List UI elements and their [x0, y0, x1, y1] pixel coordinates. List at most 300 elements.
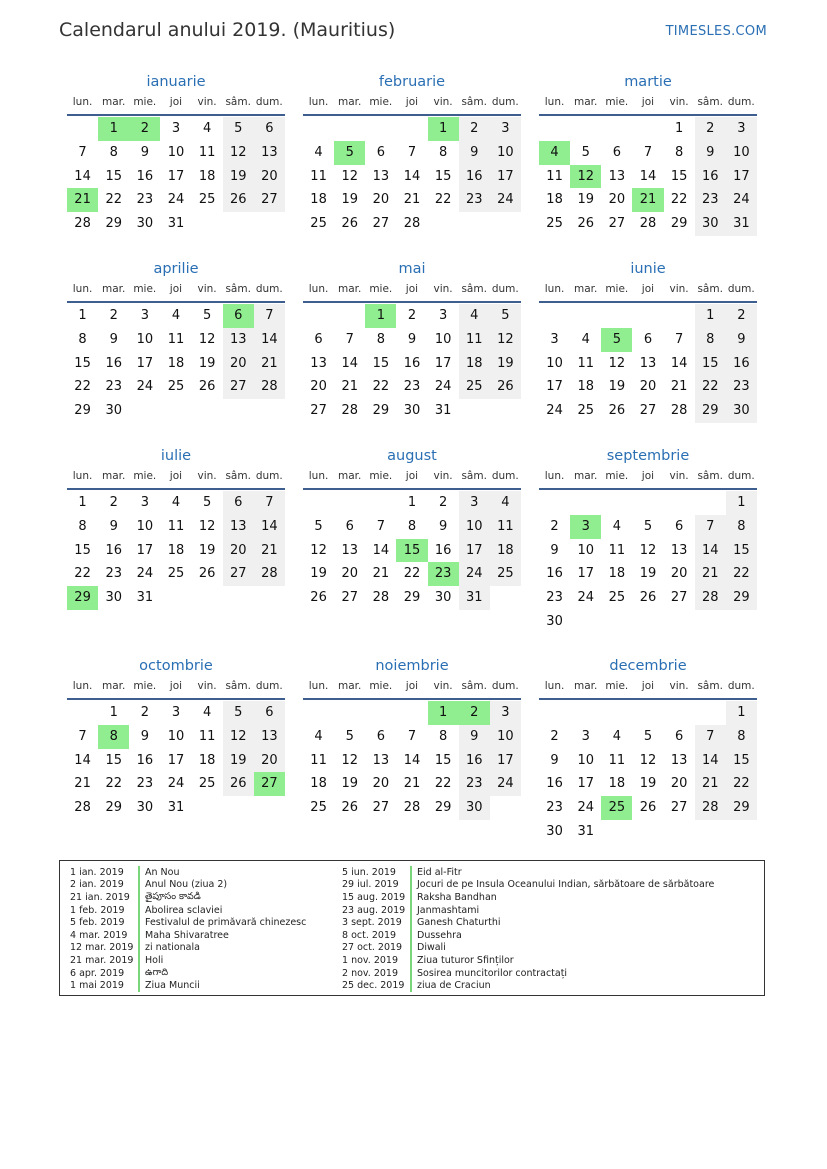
- day-cell: 12: [341, 752, 358, 768]
- legend-column-left: [70, 866, 306, 992]
- empty-cell: [539, 304, 570, 328]
- weekday-label: lun.: [544, 470, 565, 482]
- legend-holiday-name: Maha Shivaratree: [145, 929, 229, 941]
- day-cell: 11: [608, 542, 626, 558]
- day-cell: 11: [198, 728, 216, 744]
- day-cell: 28: [254, 562, 285, 586]
- legend-date: 21 mar. 2019: [70, 954, 134, 966]
- month-name: februarie: [378, 74, 446, 90]
- day-cell: 16: [105, 542, 122, 558]
- day-cell: 8: [726, 725, 757, 749]
- day-cell: 4: [612, 518, 621, 534]
- day-cell: 21: [695, 562, 726, 586]
- legend-holiday-name: Janmashtami: [417, 904, 480, 916]
- weekday-header: [539, 280, 757, 303]
- day-cell: 31: [459, 586, 490, 610]
- day-cell: 15: [74, 355, 91, 371]
- day-cell: 11: [167, 518, 185, 534]
- day-cell: 17: [167, 168, 185, 184]
- day-cell: 3: [726, 117, 757, 141]
- empty-cell: [303, 491, 334, 515]
- day-cell: 29: [105, 800, 122, 816]
- day-cell: 9: [438, 518, 448, 534]
- weekday-header: [67, 677, 285, 700]
- day-cell: 15: [434, 752, 452, 768]
- day-cell: 14: [695, 539, 726, 563]
- legend-holiday-name: Raksha Bandhan: [417, 891, 497, 903]
- day-cell: 25: [577, 403, 594, 419]
- empty-cell: [632, 701, 663, 725]
- weekday-label: mar.: [338, 680, 362, 692]
- weekday-header: [539, 467, 757, 490]
- month-octombrie: [67, 655, 285, 820]
- day-cell: 19: [608, 379, 626, 395]
- day-cell: 6: [674, 728, 684, 744]
- day-cell: 31: [577, 823, 594, 839]
- day-cell: 26: [639, 590, 657, 606]
- weekday-header: [303, 280, 521, 303]
- day-cell: 29: [403, 590, 421, 606]
- legend-row: [342, 904, 714, 917]
- day-cell: 20: [372, 192, 390, 208]
- day-cell: 6: [643, 331, 653, 347]
- weekday-label: sâm.: [225, 470, 251, 482]
- day-cell: 20: [254, 749, 285, 773]
- day-cell: 12: [223, 141, 254, 165]
- day-cell: 23: [136, 776, 154, 792]
- holiday-day-cell: 21: [632, 188, 663, 212]
- weekday-label: joi: [641, 283, 655, 295]
- day-cell: 13: [372, 168, 390, 184]
- day-cell: 16: [434, 542, 452, 558]
- legend-row: [342, 879, 714, 892]
- legend-holiday-name: Sosirea muncitorilor contractați: [417, 967, 568, 979]
- day-cell: 24: [136, 566, 154, 582]
- day-cell: 24: [136, 379, 154, 395]
- month-aprilie: [67, 258, 285, 423]
- weekday-header: [539, 93, 757, 116]
- empty-cell: [664, 304, 695, 328]
- empty-cell: [303, 117, 334, 141]
- holiday-color-marker: [410, 916, 412, 929]
- holiday-color-marker: [138, 866, 140, 879]
- month-name: decembrie: [609, 658, 687, 674]
- empty-cell: [695, 491, 726, 515]
- day-cell: 10: [136, 331, 154, 347]
- day-cell: 14: [254, 515, 285, 539]
- weekday-label: vin.: [669, 283, 689, 295]
- day-cell: 22: [726, 772, 757, 796]
- day-cell: 31: [434, 403, 452, 419]
- legend-date: 21 ian. 2019: [70, 891, 130, 903]
- day-cell: 4: [612, 728, 621, 744]
- legend-date: 5 iun. 2019: [342, 866, 396, 878]
- weekday-label: joi: [641, 96, 655, 108]
- legend-row: [70, 942, 306, 955]
- day-cell: 17: [136, 355, 154, 371]
- empty-cell: [632, 304, 663, 328]
- empty-cell: [67, 117, 98, 141]
- day-cell: 3: [171, 705, 181, 720]
- legend-holiday-name: Ganesh Chaturthi: [417, 917, 501, 929]
- month-name: iulie: [160, 448, 192, 464]
- day-cell: 15: [74, 542, 91, 558]
- legend-row: [342, 942, 714, 955]
- holiday-day-cell: 21: [67, 188, 98, 212]
- day-cell: 20: [639, 379, 657, 395]
- day-cell: 5: [223, 701, 254, 725]
- day-cell: 7: [345, 331, 354, 347]
- weekday-label: sâm.: [461, 283, 487, 295]
- legend-date: 15 aug. 2019: [342, 891, 406, 903]
- day-cell: 22: [695, 375, 726, 399]
- day-cell: 18: [608, 566, 626, 582]
- day-cell: 4: [314, 728, 323, 744]
- day-cell: 10: [490, 141, 521, 165]
- empty-cell: [695, 701, 726, 725]
- day-cell: 30: [434, 590, 452, 606]
- day-cell: 12: [310, 542, 327, 558]
- day-cell: 24: [167, 192, 185, 208]
- legend-date: 8 oct. 2019: [342, 929, 397, 941]
- day-cell: 19: [341, 776, 358, 792]
- day-cell: 27: [341, 590, 358, 606]
- weekday-label: vin.: [433, 283, 453, 295]
- day-cell: 7: [254, 304, 285, 328]
- day-cell: 19: [223, 165, 254, 189]
- month-name: mai: [398, 261, 426, 277]
- weekday-label: lun.: [72, 680, 93, 692]
- day-cell: 25: [198, 776, 216, 792]
- day-cell: 8: [109, 144, 118, 160]
- day-cell: 1: [695, 304, 726, 328]
- day-cell: 25: [490, 562, 521, 586]
- day-cell: 7: [254, 491, 285, 515]
- day-cell: 11: [310, 168, 327, 184]
- weekday-label: mie.: [605, 283, 629, 295]
- holiday-color-marker: [410, 891, 412, 904]
- weekday-label: lun.: [72, 96, 93, 108]
- legend-row: [342, 979, 714, 992]
- legend-holiday-name: Ziua tuturor Sfinților: [417, 954, 514, 966]
- day-cell: 30: [546, 823, 563, 839]
- day-cell: 9: [140, 144, 149, 160]
- weekday-label: mar.: [338, 283, 362, 295]
- day-cell: 23: [546, 800, 563, 816]
- legend-holiday-name: Holi: [145, 954, 164, 966]
- weekday-label: sâm.: [697, 680, 723, 692]
- month-name: noiembrie: [375, 658, 449, 674]
- legend-holiday-name: ziua de Craciun: [417, 980, 491, 992]
- day-cell: 23: [105, 379, 122, 395]
- legend-date: 27 oct. 2019: [342, 942, 403, 954]
- day-cell: 6: [674, 518, 684, 534]
- day-cell: 16: [459, 749, 490, 773]
- legend-holiday-name: Abolirea sclaviei: [145, 904, 223, 916]
- day-cell: 1: [674, 121, 684, 136]
- month-decembrie: [539, 655, 757, 844]
- day-cell: 23: [136, 192, 154, 208]
- day-cell: 25: [198, 192, 216, 208]
- holiday-color-marker: [138, 904, 140, 917]
- day-cell: 28: [74, 800, 91, 816]
- legend-holiday-name: Diwali: [417, 942, 446, 954]
- holiday-color-marker: [138, 967, 140, 980]
- weekday-label: joi: [169, 96, 183, 108]
- day-cell: 26: [341, 800, 358, 816]
- weekday-header: [539, 677, 757, 700]
- weekday-label: joi: [405, 470, 419, 482]
- weekday-label: vin.: [197, 470, 217, 482]
- weekday-label: lun.: [544, 283, 565, 295]
- day-cell: 18: [490, 539, 521, 563]
- day-cell: 15: [105, 752, 122, 768]
- legend-date: 4 mar. 2019: [70, 929, 128, 941]
- day-cell: 26: [223, 772, 254, 796]
- month-mai: [303, 258, 521, 423]
- day-cell: 1: [78, 308, 87, 323]
- brand-link[interactable]: TIMESLES.COM: [665, 24, 767, 39]
- day-cell: 2: [407, 308, 417, 323]
- weekday-label: sâm.: [461, 96, 487, 108]
- legend-date: 1 feb. 2019: [70, 904, 125, 916]
- day-cell: 27: [223, 375, 254, 399]
- day-cell: 20: [223, 352, 254, 376]
- day-cell: 16: [136, 168, 154, 184]
- weekday-label: mie.: [605, 96, 629, 108]
- day-cell: 30: [726, 399, 757, 423]
- day-cell: 3: [490, 117, 521, 141]
- day-cell: 23: [459, 188, 490, 212]
- day-cell: 30: [105, 403, 122, 419]
- day-cell: 28: [670, 403, 688, 419]
- empty-cell: [365, 117, 396, 141]
- holiday-day-cell: 2: [459, 701, 490, 725]
- holiday-color-marker: [138, 916, 140, 929]
- day-cell: 27: [670, 800, 688, 816]
- day-cell: 26: [608, 403, 626, 419]
- legend-row: [342, 954, 714, 967]
- day-cell: 23: [105, 566, 122, 582]
- day-cell: 5: [581, 144, 590, 160]
- day-cell: 22: [670, 192, 688, 208]
- day-cell: 3: [550, 331, 559, 347]
- weekday-label: mar.: [574, 680, 598, 692]
- day-cell: 8: [674, 144, 684, 160]
- legend-holiday-name: Anul Nou (ziua 2): [145, 879, 228, 891]
- days-grid: [303, 304, 521, 423]
- legend-row: [70, 866, 306, 879]
- day-cell: 29: [726, 796, 757, 820]
- holiday-day-cell: 1: [365, 304, 396, 328]
- weekday-label: mie.: [605, 680, 629, 692]
- day-cell: 13: [254, 725, 285, 749]
- day-cell: 21: [254, 352, 285, 376]
- day-cell: 2: [109, 495, 118, 510]
- legend-date: 2 ian. 2019: [70, 879, 124, 891]
- day-cell: 30: [136, 216, 154, 232]
- legend-holiday-name: తైపూసం కావడి: [145, 890, 201, 902]
- day-cell: 30: [403, 403, 421, 419]
- day-cell: 29: [670, 216, 688, 232]
- day-cell: 17: [459, 539, 490, 563]
- weekday-label: mar.: [574, 96, 598, 108]
- day-cell: 5: [345, 728, 354, 744]
- day-cell: 6: [376, 728, 385, 744]
- day-cell: 9: [459, 725, 490, 749]
- day-cell: 17: [136, 542, 154, 558]
- legend-holiday-name: Eid al-Fitr: [417, 866, 462, 878]
- weekday-label: mar.: [102, 680, 126, 692]
- day-cell: 22: [726, 562, 757, 586]
- legend-row: [342, 967, 714, 980]
- holiday-day-cell: 12: [570, 165, 601, 189]
- day-cell: 24: [434, 379, 452, 395]
- day-cell: 29: [74, 403, 91, 419]
- weekday-label: joi: [169, 470, 183, 482]
- day-cell: 17: [167, 752, 185, 768]
- day-cell: 15: [726, 749, 757, 773]
- empty-cell: [664, 701, 695, 725]
- weekday-label: sâm.: [697, 96, 723, 108]
- day-cell: 8: [78, 518, 87, 534]
- holiday-day-cell: 8: [98, 725, 129, 749]
- day-cell: 7: [674, 331, 684, 347]
- day-cell: 15: [695, 352, 726, 376]
- day-cell: 4: [490, 491, 521, 515]
- days-grid: [539, 304, 757, 423]
- legend-date: 25 dec. 2019: [342, 980, 405, 992]
- day-cell: 25: [310, 216, 327, 232]
- holiday-day-cell: 4: [539, 141, 570, 165]
- empty-cell: [601, 304, 632, 328]
- holiday-color-marker: [138, 942, 140, 955]
- days-grid: [67, 491, 285, 610]
- empty-cell: [539, 117, 570, 141]
- month-name: aprilie: [153, 261, 199, 277]
- legend-date: 29 iul. 2019: [342, 879, 399, 891]
- legend-row: [70, 891, 306, 904]
- day-cell: 10: [167, 144, 185, 160]
- day-cell: 24: [490, 188, 521, 212]
- empty-cell: [539, 491, 570, 515]
- day-cell: 24: [577, 800, 594, 816]
- day-cell: 20: [223, 539, 254, 563]
- day-cell: 27: [608, 216, 626, 232]
- day-cell: 23: [459, 772, 490, 796]
- day-cell: 26: [577, 216, 594, 232]
- weekday-label: vin.: [197, 283, 217, 295]
- day-cell: 18: [198, 752, 216, 768]
- day-cell: 24: [577, 590, 594, 606]
- holiday-day-cell: 5: [601, 328, 632, 352]
- day-cell: 10: [577, 542, 594, 558]
- day-cell: 13: [223, 328, 254, 352]
- day-cell: 18: [310, 192, 327, 208]
- day-cell: 7: [407, 144, 417, 160]
- month-ianuarie: [67, 71, 285, 236]
- day-cell: 9: [695, 141, 726, 165]
- day-cell: 19: [490, 352, 521, 376]
- days-grid: [303, 117, 521, 236]
- weekday-header: [303, 467, 521, 490]
- day-cell: 10: [434, 331, 452, 347]
- day-cell: 7: [78, 728, 87, 744]
- day-cell: 3: [171, 121, 181, 136]
- day-cell: 14: [372, 542, 390, 558]
- day-cell: 14: [254, 328, 285, 352]
- day-cell: 17: [546, 379, 563, 395]
- day-cell: 11: [546, 168, 563, 184]
- day-cell: 17: [577, 776, 594, 792]
- day-cell: 9: [140, 728, 149, 744]
- day-cell: 24: [167, 776, 185, 792]
- weekday-header: [67, 467, 285, 490]
- day-cell: 25: [167, 379, 185, 395]
- weekday-label: mie.: [369, 680, 393, 692]
- weekday-label: lun.: [72, 283, 93, 295]
- day-cell: 21: [670, 379, 688, 395]
- day-cell: 2: [550, 518, 559, 534]
- weekday-label: joi: [405, 96, 419, 108]
- day-cell: 21: [695, 772, 726, 796]
- weekday-label: vin.: [197, 96, 217, 108]
- weekday-label: dum.: [491, 96, 519, 108]
- legend-date: 6 apr. 2019: [70, 967, 125, 979]
- day-cell: 22: [74, 566, 91, 582]
- legend-date: 3 sept. 2019: [342, 917, 402, 929]
- holiday-day-cell: 3: [570, 515, 601, 539]
- weekday-label: lun.: [308, 470, 329, 482]
- day-cell: 9: [109, 518, 118, 534]
- month-iunie: [539, 258, 757, 423]
- day-cell: 21: [403, 776, 421, 792]
- day-cell: 5: [223, 117, 254, 141]
- day-cell: 4: [459, 304, 490, 328]
- day-cell: 18: [167, 542, 185, 558]
- holiday-color-marker: [410, 979, 412, 992]
- holiday-day-cell: 27: [254, 772, 285, 796]
- day-cell: 11: [459, 328, 490, 352]
- day-cell: 13: [670, 752, 688, 768]
- empty-cell: [334, 491, 365, 515]
- empty-cell: [632, 117, 663, 141]
- day-cell: 25: [310, 800, 327, 816]
- day-cell: 5: [202, 495, 212, 510]
- weekday-label: dum.: [491, 283, 519, 295]
- day-cell: 19: [310, 566, 327, 582]
- weekday-label: dum.: [255, 283, 283, 295]
- day-cell: 2: [109, 308, 118, 323]
- day-cell: 13: [341, 542, 358, 558]
- weekday-label: sâm.: [225, 283, 251, 295]
- day-cell: 26: [490, 375, 521, 399]
- day-cell: 30: [546, 613, 563, 629]
- day-cell: 18: [167, 355, 185, 371]
- weekday-label: mar.: [574, 470, 598, 482]
- weekday-label: sâm.: [461, 470, 487, 482]
- weekday-label: vin.: [433, 96, 453, 108]
- days-grid: [67, 117, 285, 236]
- day-cell: 1: [726, 491, 757, 515]
- month-name: ianuarie: [146, 74, 206, 90]
- holiday-color-marker: [410, 904, 412, 917]
- day-cell: 28: [254, 375, 285, 399]
- day-cell: 27: [254, 188, 285, 212]
- day-cell: 14: [74, 168, 91, 184]
- weekday-label: joi: [169, 680, 183, 692]
- holiday-day-cell: 23: [428, 562, 459, 586]
